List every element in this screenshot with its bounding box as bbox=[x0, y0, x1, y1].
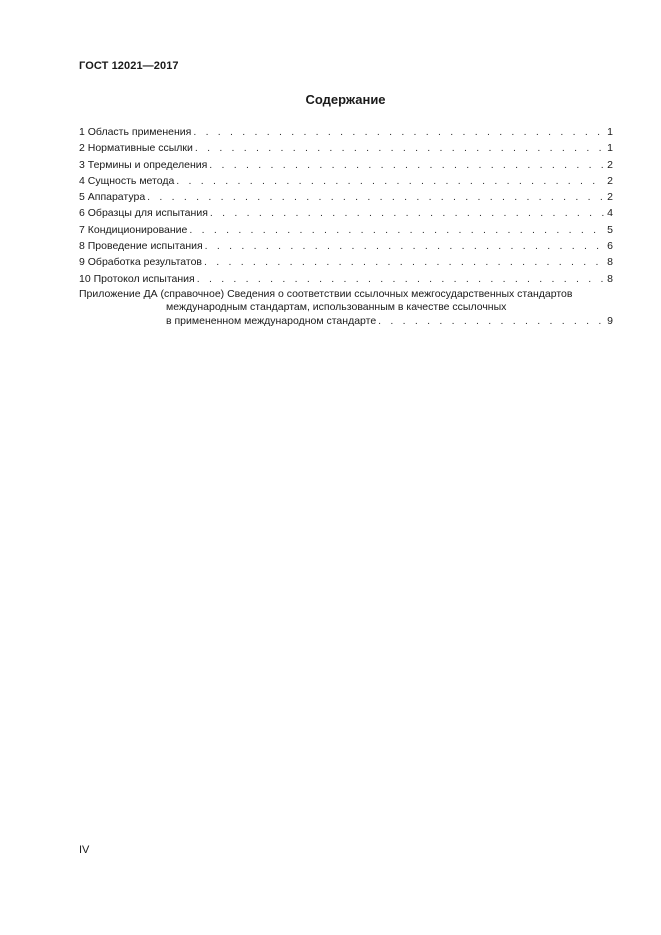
toc-leader-dots bbox=[210, 205, 605, 221]
page-number: IV bbox=[79, 844, 90, 856]
toc-entry-label: 10 Протокол испытания bbox=[79, 272, 195, 285]
table-of-contents bbox=[79, 124, 613, 328]
toc-entry-page: 1 bbox=[607, 142, 613, 155]
annex-title-line: в примененном международном стандарте bbox=[166, 314, 377, 327]
toc-entry[interactable] bbox=[79, 124, 613, 140]
toc-leader-dots bbox=[176, 173, 605, 189]
annex-title-line: Приложение ДА (справочное) Сведения о соответствии ссылочных межгосударственных стандартов bbox=[79, 287, 573, 300]
toc-entry[interactable] bbox=[79, 238, 613, 254]
toc-entry-page: 6 bbox=[607, 240, 613, 253]
toc-annex-entry[interactable] bbox=[79, 288, 613, 329]
toc-leader-dots bbox=[189, 222, 605, 238]
toc-entry[interactable] bbox=[79, 222, 613, 238]
toc-entry-label: 7 Кондиционирование bbox=[79, 223, 188, 236]
toc-leader-dots bbox=[197, 271, 605, 287]
toc-entry-label: 2 Нормативные ссылки bbox=[79, 142, 193, 155]
annex-page: 9 bbox=[607, 314, 613, 327]
toc-entry-page: 8 bbox=[607, 272, 613, 285]
toc-entry-page: 1 bbox=[607, 126, 613, 138]
toc-entry-page: 4 bbox=[607, 207, 613, 220]
document-code: ГОСТ 12021—2017 bbox=[79, 60, 179, 72]
toc-entry-page: 2 bbox=[607, 174, 613, 187]
toc-entry[interactable] bbox=[79, 205, 613, 221]
toc-entry[interactable] bbox=[79, 254, 613, 270]
toc-entry-label: 4 Сущность метода bbox=[79, 174, 175, 187]
toc-leader-dots bbox=[147, 189, 605, 205]
toc-entry[interactable] bbox=[79, 140, 613, 156]
toc-entry[interactable] bbox=[79, 271, 613, 287]
toc-entry-page: 2 bbox=[607, 191, 613, 204]
toc-entry-label: 3 Термины и определения bbox=[79, 158, 208, 171]
toc-title: Содержание bbox=[305, 92, 386, 107]
toc-entry-label: 9 Обработка результатов bbox=[79, 256, 202, 269]
toc-entry-page: 5 bbox=[607, 223, 613, 236]
annex-title-line: международным стандартам, использованным в качестве ссылочных bbox=[166, 301, 507, 314]
toc-leader-dots bbox=[378, 315, 605, 329]
toc-entry-page: 8 bbox=[607, 256, 613, 269]
toc-entry-label: 8 Проведение испытания bbox=[79, 240, 203, 253]
toc-entry[interactable] bbox=[79, 173, 613, 189]
toc-entry-label: 1 Область применения bbox=[79, 126, 192, 138]
toc-entry[interactable] bbox=[79, 157, 613, 173]
toc-entry-label: 5 Аппаратура bbox=[79, 191, 146, 204]
toc-entry-page: 2 bbox=[607, 158, 613, 171]
toc-leader-dots bbox=[204, 254, 605, 270]
toc-entry-label: 6 Образцы для испытания bbox=[79, 207, 208, 220]
toc-leader-dots bbox=[193, 124, 605, 140]
annex-last-line bbox=[79, 315, 613, 329]
toc-entry[interactable] bbox=[79, 189, 613, 205]
toc-leader-dots bbox=[195, 140, 605, 156]
toc-leader-dots bbox=[209, 157, 605, 173]
toc-leader-dots bbox=[205, 238, 605, 254]
